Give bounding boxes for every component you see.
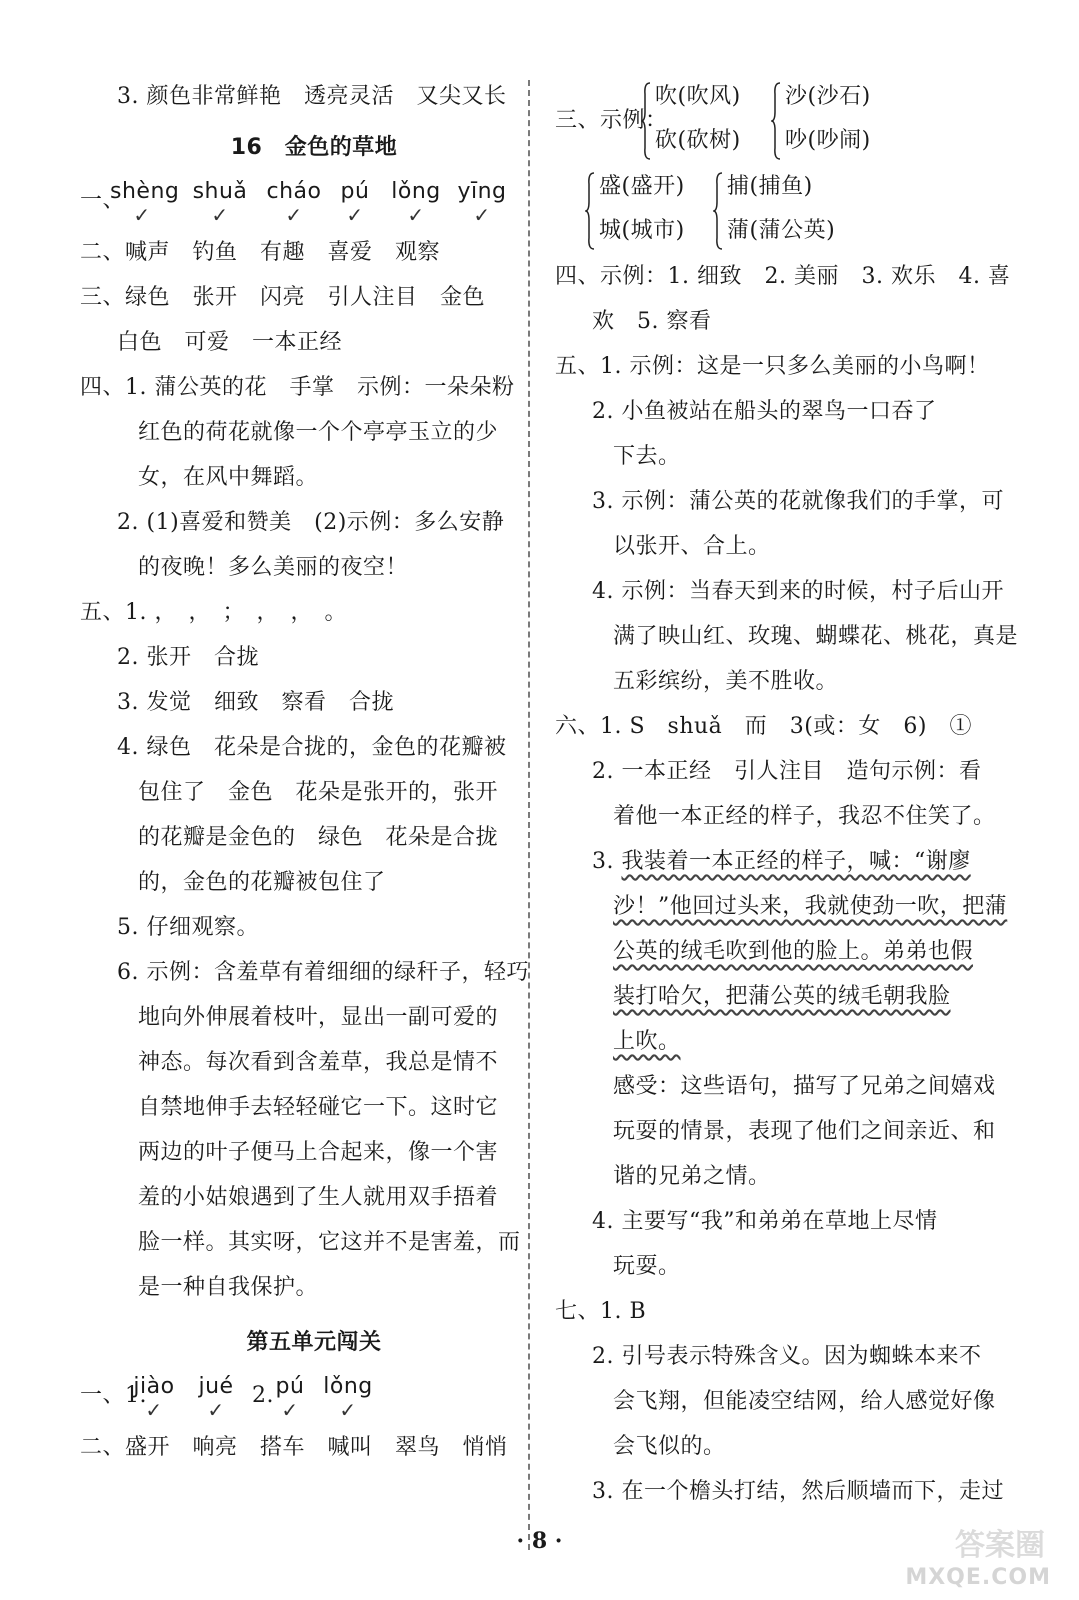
item-label: 一、1. bbox=[80, 1383, 147, 1408]
pinyin-item: cháo ✓ bbox=[262, 178, 326, 224]
wavy-underlined-text: 我装着一本正经的样子，喊：“谢廖 bbox=[621, 849, 971, 874]
answer-line: 着他一本正经的样子，我忍不住笑了。 bbox=[613, 804, 996, 829]
right-column bbox=[555, 74, 1023, 1514]
answer-line: 谐的兄弟之情。 bbox=[613, 1164, 771, 1189]
wavy-underlined-text: 上吹。 bbox=[613, 1029, 681, 1054]
answer-line: 羞的小姑娘遇到了生人就用双手捂着 bbox=[138, 1185, 499, 1210]
check-icon: ✓ bbox=[346, 203, 364, 227]
item-label: 一、 bbox=[80, 188, 126, 213]
pinyin-item: lǒng ✓ bbox=[384, 178, 448, 224]
answer-line: 的花瓣是金色的 绿色 花朵是合拢 bbox=[138, 825, 499, 850]
check-icon: ✓ bbox=[145, 1398, 163, 1422]
example-word: 蒲(蒲公英) bbox=[727, 218, 836, 243]
check-icon: ✓ bbox=[339, 1398, 357, 1422]
pinyin-item: pú ✓ bbox=[258, 1373, 322, 1419]
answer-line: 2. 小鱼被站在船头的翠鸟一口吞了 bbox=[592, 399, 937, 424]
answer-line: 三、绿色 张开 闪亮 引人注目 金色 bbox=[80, 285, 486, 310]
answer-line: 3. 颜色非常鲜艳 透亮灵活 又尖又长 bbox=[117, 84, 507, 109]
answer-line bbox=[555, 929, 1023, 974]
example-word: 城(城市) bbox=[599, 218, 685, 243]
answer-line: 神态。每次看到含羞草，我总是情不 bbox=[138, 1050, 499, 1075]
example-word: 盛(盛开) bbox=[599, 174, 685, 199]
answer-line: 二、盛开 响亮 搭车 喊叫 翠鸟 悄悄 bbox=[80, 1435, 508, 1460]
answer-line: 5. 仔细观察。 bbox=[117, 915, 259, 940]
example-word: 吹(吹风) bbox=[655, 84, 741, 109]
answer-line: 会飞似的。 bbox=[613, 1434, 726, 1459]
example-word: 吵(吵闹) bbox=[785, 128, 871, 153]
section-title-16: 16 金色的草地 bbox=[230, 135, 398, 160]
pinyin-item: yīng ✓ bbox=[450, 178, 514, 224]
answer-line: 是一种自我保护。 bbox=[138, 1275, 319, 1300]
example-word: 沙(沙石) bbox=[785, 84, 871, 109]
answer-line: 2. (1)喜爱和赞美 (2)示例：多么安静 bbox=[117, 510, 505, 535]
answer-line: 4. 绿色 花朵是合拢的，金色的花瓣被 bbox=[117, 735, 507, 760]
answer-line: 4. 主要写“我”和弟弟在草地上尽情 bbox=[592, 1209, 938, 1234]
wavy-underlined-text: 装打哈欠，把蒲公英的绒毛朝我脸 bbox=[613, 984, 951, 1009]
brace-icon bbox=[713, 172, 723, 250]
answer-line: 女，在风中舞蹈。 bbox=[138, 465, 319, 490]
brace-icon bbox=[585, 172, 595, 250]
pinyin-item: shèng ✓ bbox=[110, 179, 180, 227]
wavy-underlined-text: 沙！”他回过头来，我就使劲一吹，把蒲 bbox=[613, 894, 1008, 919]
check-icon: ✓ bbox=[473, 203, 491, 227]
answer-line: 的，金色的花瓣被包住了 bbox=[138, 870, 386, 895]
unit-title: 第五单元闯关 bbox=[246, 1330, 382, 1355]
answer-line: 脸一样。其实呀，它这并不是害羞，而 bbox=[138, 1230, 521, 1255]
left-column bbox=[80, 74, 548, 1470]
watermark bbox=[905, 1520, 1051, 1590]
brace-group-row bbox=[555, 164, 1023, 254]
brace-icon bbox=[771, 82, 781, 160]
watermark-logo: 答案圈 bbox=[955, 1528, 1045, 1563]
pinyin-item: pú ✓ bbox=[323, 178, 387, 224]
check-icon: ✓ bbox=[211, 203, 229, 227]
example-word: 捕(捕鱼) bbox=[727, 174, 813, 199]
pinyin-answer-row bbox=[80, 1373, 548, 1425]
example-word: 砍(砍树) bbox=[655, 128, 741, 153]
answer-line: 白色 可爱 一本正经 bbox=[117, 330, 343, 355]
answer-line bbox=[555, 884, 1023, 929]
item-label: 2. bbox=[252, 1383, 274, 1408]
answer-line: 2. 一本正经 引人注目 造句示例：看 bbox=[592, 759, 982, 784]
answer-line bbox=[555, 974, 1023, 1019]
answer-line: 会飞翔，但能凌空结网，给人感觉好像 bbox=[613, 1389, 996, 1414]
pinyin-item: jué ✓ bbox=[184, 1373, 248, 1419]
answer-line: 以张开、合上。 bbox=[613, 534, 771, 559]
answer-line: 6. 示例：含羞草有着细细的绿秆子，轻巧 bbox=[117, 960, 529, 985]
answer-line: 的夜晚！多么美丽的夜空！ bbox=[138, 555, 409, 580]
answer-line: 3. 在一个檐头打结，然后顺墙而下，走过 bbox=[592, 1479, 1004, 1504]
answer-line: 自禁地伸手去轻轻碰它一下。这时它 bbox=[138, 1095, 499, 1120]
answer-line: 四、示例：1. 细致 2. 美丽 3. 欢乐 4. 喜 bbox=[555, 264, 1011, 289]
answer-line: 包住了 金色 花朵是张开的，张开 bbox=[138, 780, 499, 805]
pinyin-item: lǒng ✓ bbox=[316, 1373, 380, 1419]
item-label: 三、示例： bbox=[555, 108, 668, 133]
answer-line: 玩耍的情景，表现了他们之间亲近、和 bbox=[613, 1119, 996, 1144]
answer-line: 2. 引号表示特殊含义。因为蜘蛛本来不 bbox=[592, 1344, 982, 1369]
check-icon: ✓ bbox=[407, 203, 425, 227]
answer-line: 五、1. ， ， ； ， ， 。 bbox=[80, 600, 347, 625]
answer-line: 地向外伸展着枝叶，显出一副可爱的 bbox=[138, 1005, 499, 1030]
answer-line: 五、1. 示例：这是一只多么美丽的小鸟啊！ bbox=[555, 354, 990, 379]
pinyin-item: jiào ✓ bbox=[122, 1373, 186, 1419]
brace-icon bbox=[641, 82, 651, 160]
answer-line: 2. 张开 合拢 bbox=[117, 645, 259, 670]
answer-line: 3. 示例：蒲公英的花就像我们的手掌，可 bbox=[592, 489, 1004, 514]
page-number: · 8 · bbox=[516, 1528, 563, 1554]
check-icon: ✓ bbox=[281, 1398, 299, 1422]
check-icon: ✓ bbox=[285, 203, 303, 227]
brace-group-row bbox=[555, 74, 1023, 164]
answer-line: 欢 5. 察看 bbox=[592, 309, 712, 334]
check-icon: ✓ bbox=[207, 1398, 225, 1422]
watermark-site: MXQE.COM bbox=[905, 1565, 1051, 1590]
answer-line: 3. 发觉 细致 察看 合拢 bbox=[117, 690, 394, 715]
answer-line: 感受：这些语句，描写了兄弟之间嬉戏 bbox=[613, 1074, 996, 1099]
answer-line: 红色的荷花就像一个个亭亭玉立的少 bbox=[138, 420, 499, 445]
answer-line: 满了映山红、玫瑰、蝴蝶花、桃花，真是 bbox=[613, 624, 1019, 649]
answer-line bbox=[555, 1019, 1023, 1064]
wavy-underlined-text: 公英的绒毛吹到他的脸上。弟弟也假 bbox=[613, 939, 974, 964]
check-icon: ✓ bbox=[133, 203, 151, 227]
pinyin-answer-row bbox=[80, 178, 548, 230]
answer-line: 玩耍。 bbox=[613, 1254, 681, 1279]
answer-line: 下去。 bbox=[613, 444, 681, 469]
answer-line: 七、1. B bbox=[555, 1299, 647, 1324]
answer-line: 3. 我装着一本正经的样子，喊：“谢廖 bbox=[592, 849, 971, 874]
answer-line: 两边的叶子便马上合起来，像一个害 bbox=[138, 1140, 499, 1165]
answer-line: 二、喊声 钓鱼 有趣 喜爱 观察 bbox=[80, 240, 441, 265]
answer-line: 六、1. S shuǎ 而 3(或：女 6) ① bbox=[555, 714, 972, 739]
pinyin-item: shuǎ ✓ bbox=[188, 178, 252, 224]
answer-line: 五彩缤纷，美不胜收。 bbox=[613, 669, 839, 694]
answer-line: 4. 示例：当春天到来的时候，村子后山开 bbox=[592, 579, 1004, 604]
answer-line: 四、1. 蒲公英的花 手掌 示例：一朵朵粉 bbox=[80, 375, 515, 400]
